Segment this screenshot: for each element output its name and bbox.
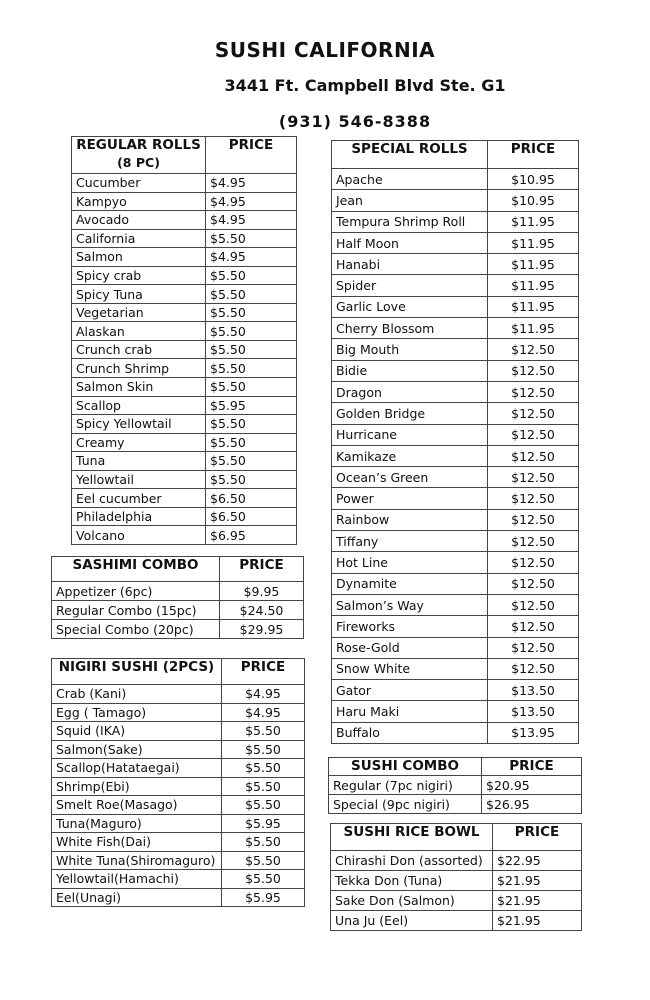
item-price: $4.95 <box>222 703 305 722</box>
item-name: Chirashi Don (assorted) <box>331 851 493 871</box>
item-name: Squid (IKA) <box>52 722 222 741</box>
item-name: Big Mouth <box>332 339 488 360</box>
menu-item-row <box>52 685 305 704</box>
item-price: $5.50 <box>222 759 305 778</box>
menu-item-row <box>52 759 305 778</box>
item-price: $5.50 <box>222 796 305 815</box>
menu-item-row <box>332 637 579 658</box>
item-name: Shrimp(Ebi) <box>52 777 222 796</box>
menu-item-row <box>332 424 579 445</box>
menu-item-row <box>331 911 582 931</box>
menu-item-row <box>72 229 297 248</box>
item-name: Avocado <box>72 211 206 230</box>
item-price: $12.50 <box>488 424 579 445</box>
menu-item-row <box>72 174 297 193</box>
item-name: Creamy <box>72 433 206 452</box>
special-rolls-table <box>331 140 579 744</box>
menu-item-row <box>72 322 297 341</box>
menu-item-row <box>72 470 297 489</box>
item-name: Rose-Gold <box>332 637 488 658</box>
item-price: $5.50 <box>206 378 297 397</box>
regular-rolls-heading: REGULAR ROLLS (8 PC) <box>72 137 206 174</box>
item-name: Gator <box>332 680 488 701</box>
item-price: $11.95 <box>488 232 579 253</box>
item-name: Yellowtail(Hamachi) <box>52 870 222 889</box>
item-price: $6.50 <box>206 489 297 508</box>
menu-item-row <box>332 680 579 701</box>
item-name: Kampyo <box>72 192 206 211</box>
item-price: $12.50 <box>488 445 579 466</box>
item-name: Vegetarian <box>72 303 206 322</box>
item-name: Salmon(Sake) <box>52 740 222 759</box>
menu-item-row <box>52 851 305 870</box>
sushi-rice-bowl-table <box>330 823 582 931</box>
menu-item-row <box>332 552 579 573</box>
item-price: $12.50 <box>488 381 579 402</box>
menu-item-row <box>332 169 579 190</box>
item-name: White Fish(Dai) <box>52 833 222 852</box>
menu-item-row <box>72 359 297 378</box>
item-price: $6.50 <box>206 507 297 526</box>
nigiri-sushi-table <box>51 658 305 907</box>
item-price: $24.50 <box>220 601 304 620</box>
item-price: $5.50 <box>206 359 297 378</box>
menu-item-row <box>332 275 579 296</box>
item-name: Spicy Yellowtail <box>72 415 206 434</box>
item-price: $21.95 <box>493 871 582 891</box>
menu-item-row <box>332 488 579 509</box>
item-price: $6.95 <box>206 526 297 545</box>
item-price: $5.50 <box>206 415 297 434</box>
regular-rolls-table <box>71 136 297 545</box>
menu-item-row <box>52 888 305 907</box>
item-name: Scallop(Hatataegai) <box>52 759 222 778</box>
menu-item-row <box>72 433 297 452</box>
item-name: Alaskan <box>72 322 206 341</box>
menu-item-row <box>72 285 297 304</box>
menu-item-row <box>52 582 304 601</box>
item-name: Salmon’s Way <box>332 594 488 615</box>
item-price: $4.95 <box>206 174 297 193</box>
item-price: $20.95 <box>482 776 582 795</box>
item-name: Tempura Shrimp Roll <box>332 211 488 232</box>
item-price: $5.50 <box>222 851 305 870</box>
item-price: $12.50 <box>488 339 579 360</box>
item-name: Regular (7pc nigiri) <box>329 776 482 795</box>
item-price: $26.95 <box>482 795 582 814</box>
item-name: Ocean’s Green <box>332 467 488 488</box>
item-name: Tiffany <box>332 531 488 552</box>
item-name: Buffalo <box>332 722 488 743</box>
menu-item-row <box>332 445 579 466</box>
item-name: Spicy Tuna <box>72 285 206 304</box>
menu-item-row <box>332 190 579 211</box>
menu-item-row <box>52 870 305 889</box>
item-price: $5.50 <box>222 870 305 889</box>
menu-item-row <box>72 452 297 471</box>
menu-item-row <box>332 467 579 488</box>
menu-item-row <box>332 594 579 615</box>
item-price: $12.50 <box>488 594 579 615</box>
item-name: Haru Maki <box>332 701 488 722</box>
sushi-combo-table <box>328 757 582 814</box>
menu-item-row <box>332 318 579 339</box>
sushi-combo-price-header: PRICE <box>482 758 582 776</box>
item-price: $11.95 <box>488 211 579 232</box>
item-name: Bidie <box>332 360 488 381</box>
menu-item-row <box>332 381 579 402</box>
item-price: $13.95 <box>488 722 579 743</box>
menu-item-row <box>332 531 579 552</box>
item-price: $4.95 <box>206 211 297 230</box>
menu-item-row <box>52 722 305 741</box>
item-price: $5.50 <box>206 322 297 341</box>
item-price: $5.95 <box>206 396 297 415</box>
item-price: $12.50 <box>488 467 579 488</box>
menu-item-row <box>332 339 579 360</box>
nigiri-sushi-heading: NIGIRI SUSHI (2PCS) <box>52 659 222 685</box>
menu-item-row <box>72 526 297 545</box>
item-name: Eel(Unagi) <box>52 888 222 907</box>
item-name: Philadelphia <box>72 507 206 526</box>
item-name: Hurricane <box>332 424 488 445</box>
restaurant-phone: (931) 546-8388 <box>278 112 432 131</box>
item-price: $11.95 <box>488 296 579 317</box>
restaurant-name: SUSHI CALIFORNIA <box>214 38 436 62</box>
menu-item-row <box>72 340 297 359</box>
menu-item-row <box>331 871 582 891</box>
sashimi-combo-price-header: PRICE <box>220 557 304 582</box>
menu-item-row <box>72 415 297 434</box>
item-price: $22.95 <box>493 851 582 871</box>
item-name: Golden Bridge <box>332 403 488 424</box>
item-price: $5.50 <box>206 470 297 489</box>
item-price: $12.50 <box>488 509 579 530</box>
item-price: $5.50 <box>222 740 305 759</box>
item-name: Rainbow <box>332 509 488 530</box>
sashimi-combo-heading: SASHIMI COMBO <box>52 557 220 582</box>
item-price: $13.50 <box>488 680 579 701</box>
item-name: Jean <box>332 190 488 211</box>
item-name: Eel cucumber <box>72 489 206 508</box>
menu-item-row <box>332 573 579 594</box>
item-price: $12.50 <box>488 658 579 679</box>
menu-item-row <box>52 796 305 815</box>
item-price: $13.50 <box>488 701 579 722</box>
item-name: Half Moon <box>332 232 488 253</box>
nigiri-sushi-price-header: PRICE <box>222 659 305 685</box>
item-price: $12.50 <box>488 360 579 381</box>
item-name: Crab (Kani) <box>52 685 222 704</box>
item-name: Cucumber <box>72 174 206 193</box>
item-price: $5.50 <box>206 340 297 359</box>
menu-item-row <box>329 795 582 814</box>
item-price: $4.95 <box>206 248 297 267</box>
item-price: $12.50 <box>488 637 579 658</box>
item-name: White Tuna(Shiromaguro) <box>52 851 222 870</box>
item-price: $12.50 <box>488 552 579 573</box>
item-name: Scallop <box>72 396 206 415</box>
regular-rolls-price-header: PRICE <box>206 137 297 174</box>
item-name: Yellowtail <box>72 470 206 489</box>
menu-item-row <box>332 509 579 530</box>
item-name: Una Ju (Eel) <box>331 911 493 931</box>
menu-item-row <box>332 722 579 743</box>
menu-item-row <box>332 403 579 424</box>
menu-item-row <box>331 851 582 871</box>
menu-item-row <box>332 296 579 317</box>
menu-item-row <box>72 248 297 267</box>
sushi-rice-bowl-heading: SUSHI RICE BOWL <box>331 824 493 851</box>
item-name: Regular Combo (15pc) <box>52 601 220 620</box>
restaurant-address: 3441 Ft. Campbell Blvd Ste. G1 <box>224 76 506 95</box>
menu-item-row <box>52 601 304 620</box>
menu-item-row <box>72 303 297 322</box>
item-price: $10.95 <box>488 169 579 190</box>
menu-item-row <box>331 891 582 911</box>
menu-item-row <box>72 507 297 526</box>
menu-item-row <box>72 396 297 415</box>
item-name: Garlic Love <box>332 296 488 317</box>
item-name: Hot Line <box>332 552 488 573</box>
item-name: Spicy crab <box>72 266 206 285</box>
item-name: Crunch crab <box>72 340 206 359</box>
menu-item-row <box>52 814 305 833</box>
item-price: $4.95 <box>222 685 305 704</box>
item-name: Cherry Blossom <box>332 318 488 339</box>
sushi-rice-bowl-price-header: PRICE <box>493 824 582 851</box>
menu-item-row <box>52 740 305 759</box>
item-price: $9.95 <box>220 582 304 601</box>
menu-item-row <box>332 254 579 275</box>
item-name: Volcano <box>72 526 206 545</box>
item-name: California <box>72 229 206 248</box>
item-price: $12.50 <box>488 403 579 424</box>
item-price: $5.50 <box>222 777 305 796</box>
menu-item-row <box>332 211 579 232</box>
item-name: Dynamite <box>332 573 488 594</box>
menu-item-row <box>329 776 582 795</box>
menu-item-row <box>332 658 579 679</box>
menu-item-row <box>332 616 579 637</box>
menu-item-row <box>52 777 305 796</box>
item-name: Snow White <box>332 658 488 679</box>
menu-item-row <box>52 703 305 722</box>
item-price: $5.50 <box>222 722 305 741</box>
item-name: Special (9pc nigiri) <box>329 795 482 814</box>
menu-item-row <box>72 378 297 397</box>
item-name: Spider <box>332 275 488 296</box>
menu-item-row <box>72 192 297 211</box>
menu-item-row <box>72 489 297 508</box>
item-name: Hanabi <box>332 254 488 275</box>
item-name: Crunch Shrimp <box>72 359 206 378</box>
menu-item-row <box>332 232 579 253</box>
item-price: $10.95 <box>488 190 579 211</box>
item-name: Dragon <box>332 381 488 402</box>
sushi-combo-heading: SUSHI COMBO <box>329 758 482 776</box>
item-price: $5.95 <box>222 888 305 907</box>
item-price: $5.50 <box>222 833 305 852</box>
item-price: $5.95 <box>222 814 305 833</box>
item-price: $5.50 <box>206 229 297 248</box>
regular-rolls-subheading: (8 PC) <box>117 155 160 170</box>
item-name: Tekka Don (Tuna) <box>331 871 493 891</box>
item-price: $5.50 <box>206 285 297 304</box>
item-price: $21.95 <box>493 891 582 911</box>
item-price: $5.50 <box>206 433 297 452</box>
menu-item-row <box>52 620 304 639</box>
item-name: Apache <box>332 169 488 190</box>
item-price: $5.50 <box>206 303 297 322</box>
item-name: Tuna <box>72 452 206 471</box>
item-price: $21.95 <box>493 911 582 931</box>
item-name: Smelt Roe(Masago) <box>52 796 222 815</box>
item-name: Egg ( Tamago) <box>52 703 222 722</box>
item-price: $29.95 <box>220 620 304 639</box>
menu-item-row <box>72 211 297 230</box>
item-name: Appetizer (6pc) <box>52 582 220 601</box>
item-name: Kamikaze <box>332 445 488 466</box>
item-price: $5.50 <box>206 266 297 285</box>
special-rolls-price-header: PRICE <box>488 141 579 169</box>
menu-item-row <box>332 360 579 381</box>
menu-item-row <box>72 266 297 285</box>
item-price: $12.50 <box>488 531 579 552</box>
item-name: Fireworks <box>332 616 488 637</box>
item-price: $4.95 <box>206 192 297 211</box>
item-name: Special Combo (20pc) <box>52 620 220 639</box>
item-price: $11.95 <box>488 254 579 275</box>
item-price: $11.95 <box>488 318 579 339</box>
sashimi-combo-table <box>51 556 304 639</box>
item-price: $11.95 <box>488 275 579 296</box>
item-name: Tuna(Maguro) <box>52 814 222 833</box>
menu-item-row <box>52 833 305 852</box>
item-price: $12.50 <box>488 573 579 594</box>
special-rolls-heading: SPECIAL ROLLS <box>332 141 488 169</box>
item-price: $12.50 <box>488 616 579 637</box>
item-name: Salmon <box>72 248 206 267</box>
item-name: Sake Don (Salmon) <box>331 891 493 911</box>
item-name: Power <box>332 488 488 509</box>
item-name: Salmon Skin <box>72 378 206 397</box>
menu-item-row <box>332 701 579 722</box>
item-price: $12.50 <box>488 488 579 509</box>
item-price: $5.50 <box>206 452 297 471</box>
